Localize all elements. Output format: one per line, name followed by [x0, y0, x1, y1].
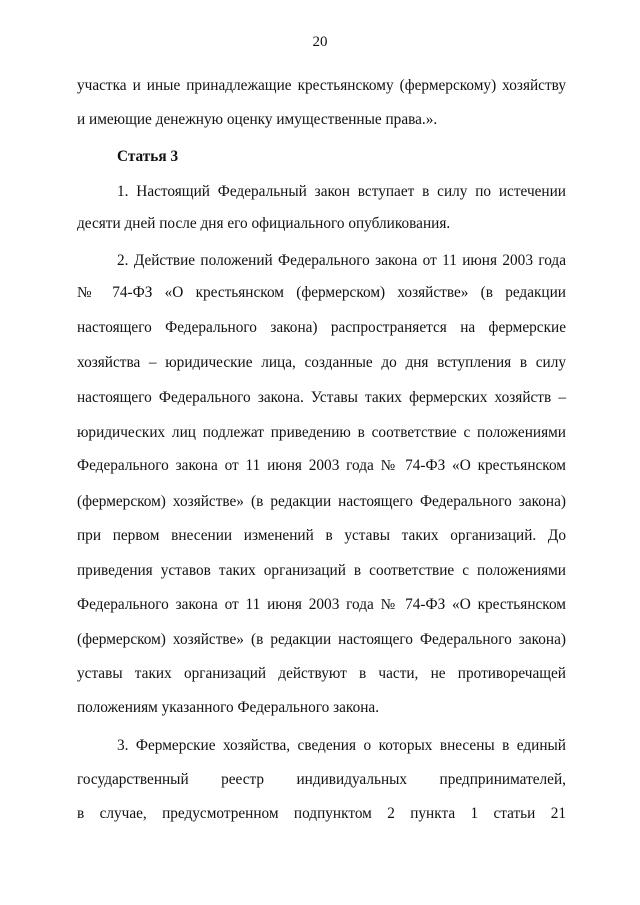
text-line: (фермерском) хозяйстве» (в редакции настоящего Федерального закона) — [77, 631, 566, 648]
article-heading: Статья 3 — [117, 148, 179, 165]
text-line: юридических лиц подлежат приведению в соответствие с положениями — [77, 424, 566, 441]
text-line: Федерального закона от 11 июня 2003 года № 74-ФЗ «О крестьянском — [77, 457, 566, 474]
text-line: 2. Действие положений Федерального закона от 11 июня 2003 года — [117, 252, 566, 269]
text-line: № 74-ФЗ «О крестьянском (фермерском) хозяйстве» (в редакции — [77, 284, 566, 301]
text-line: при первом внесении изменений в уставы таких организаций. До — [77, 527, 566, 544]
text-line: в случае, предусмотренном подпунктом 2 пункта 1 статьи 21 — [77, 805, 566, 822]
text-line: положениям указанного Федерального закона. — [77, 699, 380, 716]
text-line: (фермерском) хозяйстве» (в редакции настоящего Федерального закона) — [77, 493, 566, 510]
text-line: настоящего Федерального закона. Уставы таких фермерских хозяйств – — [77, 389, 566, 406]
text-line: хозяйства – юридические лица, созданные до дня вступления в силу — [77, 354, 566, 371]
text-line: государственный реестр индивидуальных предпринимателей, — [77, 771, 566, 788]
text-line: и имеющие денежную оценку имущественные права.». — [77, 111, 438, 128]
text-line: 3. Фермерские хозяйства, сведения о которых внесены в единый — [117, 737, 566, 754]
text-line: приведения уставов таких организаций в соответствие с положениями — [77, 562, 566, 579]
text-line: уставы таких организаций действуют в части, не противоречащей — [77, 665, 566, 682]
text-line: Федерального закона от 11 июня 2003 года № 74-ФЗ «О крестьянском — [77, 596, 566, 613]
text-line: десяти дней после дня его официального опубликования. — [77, 215, 451, 232]
text-line: участка и иные принадлежащие крестьянскому (фермерскому) хозяйству — [77, 77, 566, 94]
page-number: 20 — [312, 34, 328, 50]
text-line: настоящего Федерального закона) распространяется на фермерские — [77, 319, 566, 336]
text-line: 1. Настоящий Федеральный закон вступает в силу по истечении — [117, 183, 566, 200]
